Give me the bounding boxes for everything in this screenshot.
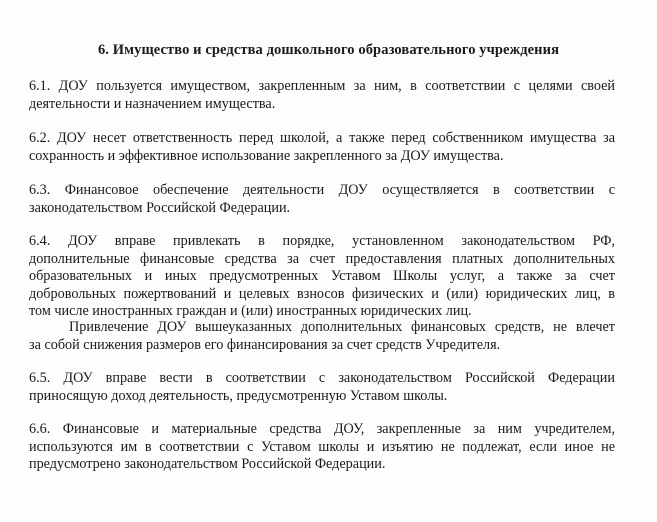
section-title: 6. Имущество и средства дошкольного образовательного учреждения	[97, 42, 560, 58]
paragraph-line: 6.2. ДОУ несет ответственность перед школой, а также перед собственником имущества за	[29, 130, 615, 146]
paragraph-line: Привлечение ДОУ вышеуказанных дополнительных финансовых средств, не влечет	[69, 319, 615, 335]
paragraph-line: сохранность и эффективное использование закрепленного за ДОУ имущества.	[29, 147, 504, 164]
paragraph-6-1	[29, 78, 615, 113]
paragraph-line: 6.4. ДОУ вправе привлекать в порядке, установленном законодательством РФ,	[29, 233, 615, 249]
paragraph-line: деятельности и назначением имущества.	[29, 95, 276, 112]
paragraph-line: используются им в соответствии с Уставом школы и изъятию не подлежат, если иное не	[29, 438, 615, 455]
paragraph-line: 6.1. ДОУ пользуется имуществом, закрепленным за ним, в соответствии с целями своей	[29, 78, 615, 94]
paragraph-6-4	[29, 233, 615, 321]
paragraph-6-4-continuation	[29, 319, 615, 354]
paragraph-line: том числе иностранных граждан и (или) иностранных юридических лиц.	[29, 303, 472, 319]
paragraph-line: 6.5. ДОУ вправе вести в соответствии с законодательством Российской Федерации	[29, 370, 615, 386]
paragraph-line: 6.3. Финансовое обеспечение деятельности ДОУ осуществляется в соответствии с	[29, 182, 615, 198]
paragraph-line: законодательством Российской Федерации.	[29, 199, 291, 216]
paragraph-line: образовательных и иных предусмотренных Уставом Школы услуг, а также за счет	[29, 268, 615, 284]
paragraph-line: добровольных пожертвований и целевых взносов физических и (или) юридических лиц, в	[29, 285, 615, 302]
paragraph-line: приносящую доход деятельность, предусмотренную Уставом школы.	[29, 387, 448, 404]
paragraph-6-5	[29, 370, 615, 405]
paragraph-line: предусмотрено законодательством Российской Федерации.	[29, 456, 386, 472]
paragraph-line: за собой снижения размеров его финансирования за счет средств Учредителя.	[29, 336, 501, 353]
paragraph-6-6	[29, 421, 615, 474]
paragraph-6-3	[29, 182, 615, 217]
paragraph-6-2	[29, 130, 615, 165]
paragraph-line: 6.6. Финансовые и материальные средства ДОУ, закрепленные за ним учредителем,	[29, 421, 615, 437]
paragraph-line: дополнительные финансовые средства за счет предоставления платных дополнительных	[29, 250, 615, 267]
